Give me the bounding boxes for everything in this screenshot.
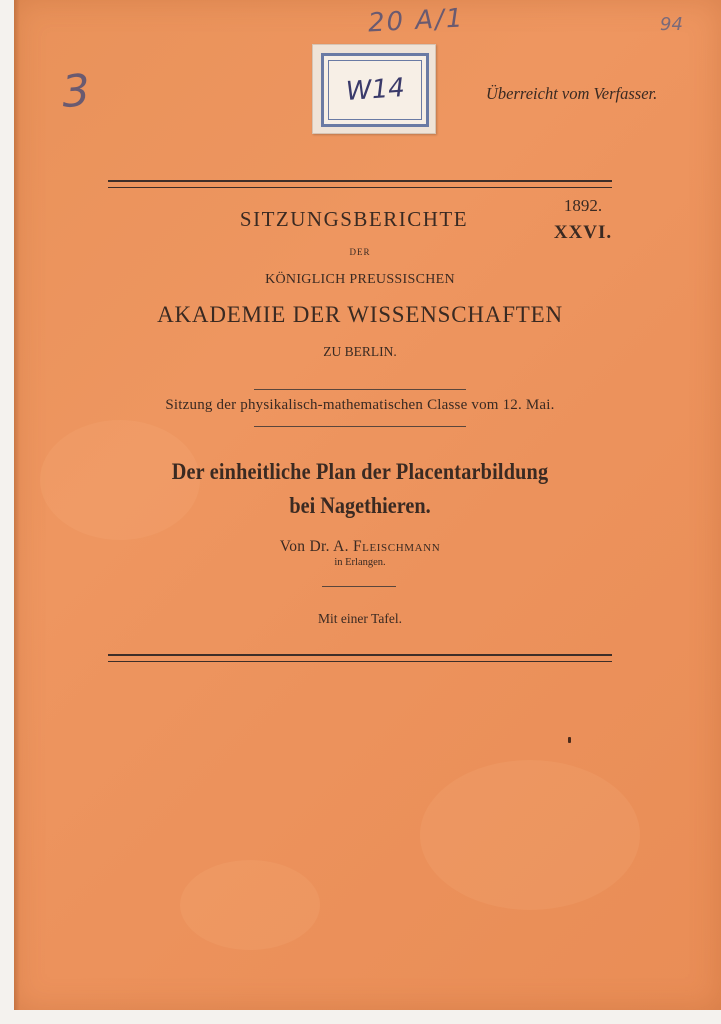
handwritten-shelf-code: 20 A/1 [367,3,466,39]
bottom-double-rule [108,654,612,662]
publication-title: SITZUNGSBERICHTE [239,207,469,231]
library-label [312,44,436,134]
handwritten-number: 3 [60,65,92,118]
author-line [100,538,620,556]
author-name: Fleischmann [352,538,441,555]
label-frame [321,53,429,127]
paper-stain [420,760,640,910]
ink-speck [568,737,571,743]
short-separator-rule [322,586,396,587]
author-location: in Erlangen. [334,557,386,568]
paper-stain [180,860,320,950]
label-inner-frame [328,60,422,120]
separator-rule [254,426,466,427]
separator-rule [254,389,466,390]
presented-by-author: Überreicht vom Verfasser. [486,84,658,103]
handwritten-corner-mark: 94 [660,14,683,35]
masthead-der: DER [349,247,371,257]
publication-year: 1892. [563,196,603,215]
article-title-line-2: bei Nagethieren. [289,493,431,518]
session-line: Sitzung der physikalisch-mathematischen Classe vom 12. Mai. [165,397,555,413]
author-prefix: Von Dr. A. [279,538,353,555]
label-text: W14 [344,72,406,108]
article-title-line-1: Der einheitliche Plan der Placentarbildung [171,459,549,484]
cover-edge-shadow [14,0,20,1010]
top-double-rule [108,180,612,188]
issue-number: XXVI. [553,222,613,243]
plates-note: Mit einer Tafel. [318,611,402,626]
masthead-koeniglich: KÖNIGLICH PREUSSISCHEN [265,272,455,287]
masthead-city: ZU BERLIN. [323,344,397,359]
masthead-akademie: AKADEMIE DER WISSENSCHAFTEN [157,302,563,327]
